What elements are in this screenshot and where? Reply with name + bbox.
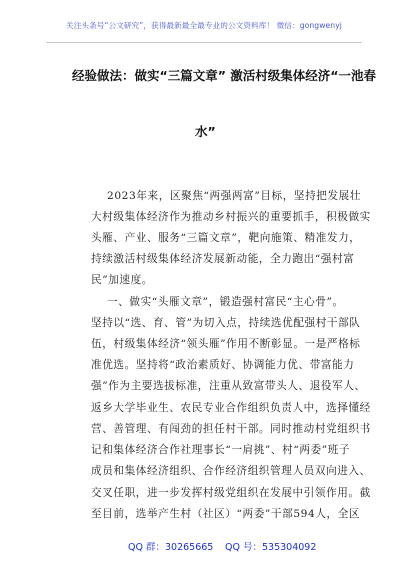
document-title-line-2: 水” — [195, 124, 216, 139]
body-line: 持续激活村级集体经济发展新动能，全力跑出“强村富 — [91, 253, 355, 265]
body-line: 大村级集体经济作为推动乡村振兴的重要抓手，积极做实 — [91, 211, 371, 223]
body-line: 至目前，选举产生村（社区）“两委”干部594人，全区 — [91, 508, 361, 520]
footer-qq-number: QQ 号：535304092 — [225, 542, 317, 553]
header-divider — [46, 42, 362, 43]
body-line: 强”作为主要选拔标准，注重从致富带头人、退役军人、 — [91, 380, 366, 392]
body-line: 头雁、产业、服务“三篇文章”，靶向施策、精准发力， — [91, 232, 361, 244]
body-line: 交叉任职，进一步发挥村级党组织在发展中引领作用。截 — [91, 487, 371, 499]
body-line: 记和集体经济合作社理事长“一肩挑”、村“两委”班子 — [91, 444, 351, 456]
body-line: 返乡大学毕业生、农民专业合作组织负责人中，选择懂经 — [91, 402, 371, 414]
footer-qq-group: QQ 群：30265665 — [128, 542, 214, 553]
body-line: 2023年来，区聚焦“两强两富”目标，坚持把发展壮 — [107, 190, 362, 202]
header-promo-text: 关注头条号“公文研究”，获得最新最全最专业的公文资料库！ 微信：gongwenyj — [66, 21, 342, 30]
body-line: 准优选。坚持将“政治素质好、协调能力优、带富能力 — [91, 359, 355, 371]
section-heading: 一、做实“头雁文章”，锻造强村富民“主心骨”。 — [107, 296, 344, 308]
body-line: 营、善管理、有闯劲的担任村干部。同时推动村党组织书 — [91, 423, 371, 435]
body-line: 坚持以“选、育、管”为切入点，持续选优配强村干部队 — [91, 317, 361, 329]
body-line: 伍，村级集体经济“领头雁”作用不断彰显。一是严格标 — [91, 338, 361, 350]
document-title-line-1: 经验做法：做实“三篇文章” 激活村级集体经济“一池春 — [72, 68, 376, 83]
body-line: 成员和集体经济组织、合作经济组织管理人员双向进入、 — [91, 465, 371, 477]
body-line: 民”加速度。 — [91, 274, 153, 286]
